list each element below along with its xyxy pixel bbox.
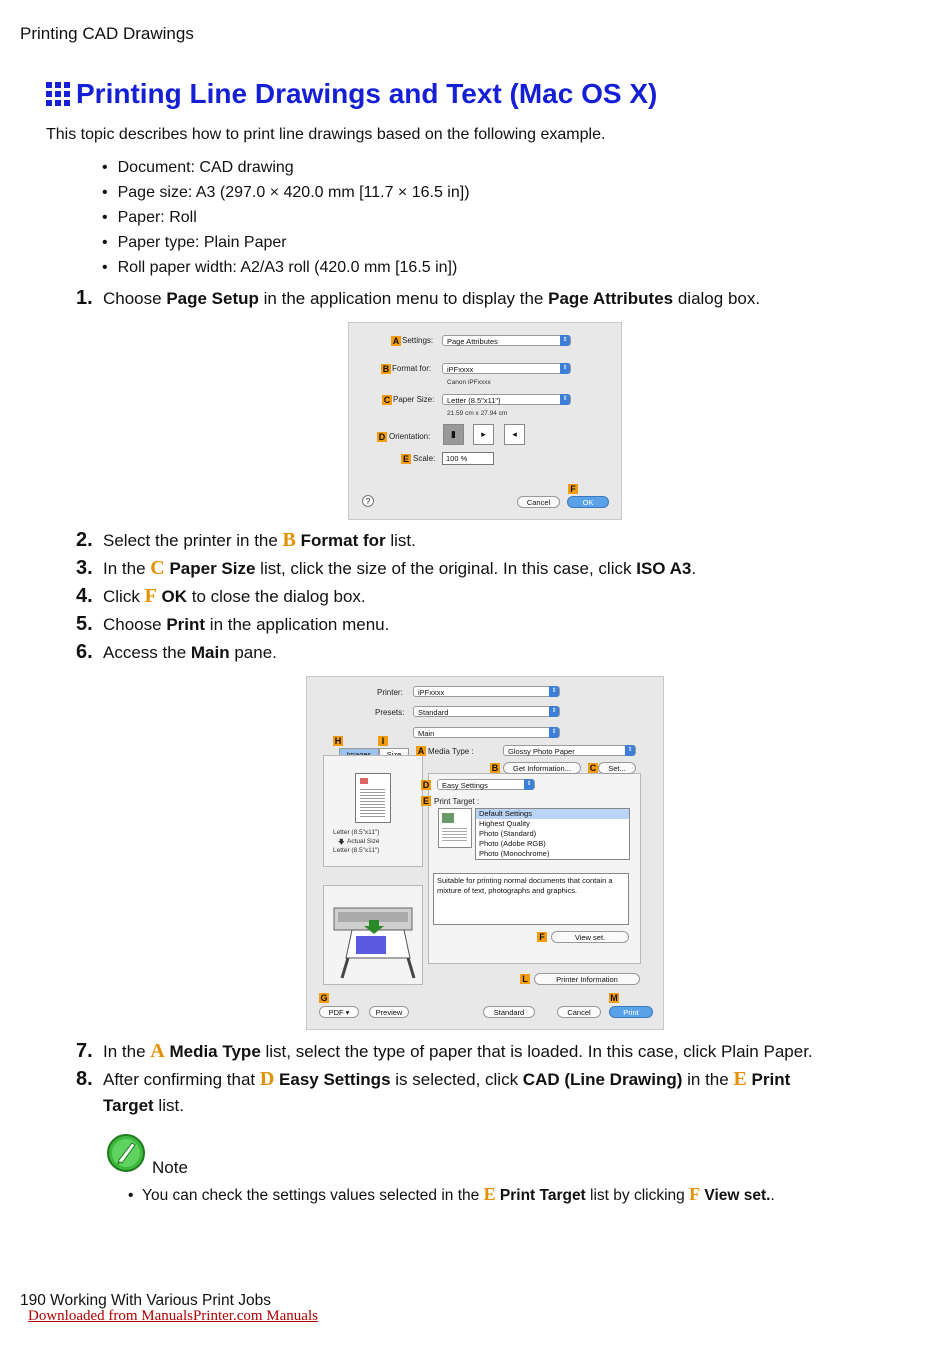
- presets-label: Presets:: [375, 708, 405, 717]
- get-information-button[interactable]: Get Information...: [503, 762, 581, 774]
- running-header: Printing CAD Drawings: [20, 24, 194, 43]
- cancel-button[interactable]: Cancel: [557, 1006, 601, 1018]
- orientation-landscape-icon[interactable]: ▸: [473, 424, 494, 445]
- step-8-continued: Target list.: [103, 1096, 184, 1115]
- orientation-landscape-reverse-icon[interactable]: ◂: [504, 424, 525, 445]
- printer-popup[interactable]: iPFxxxx ⇕: [413, 686, 560, 697]
- list-item[interactable]: Photo (Standard): [479, 829, 537, 838]
- list-item[interactable]: Default Settings: [476, 809, 629, 819]
- settings-label: Settings:: [402, 336, 434, 345]
- print-dialog: [306, 676, 664, 1030]
- paper-info-line: Letter (8.5"x11"): [333, 847, 380, 854]
- list-item[interactable]: Photo (Monochrome): [479, 849, 550, 858]
- standard-button[interactable]: Standard: [483, 1006, 535, 1018]
- description-box: [433, 873, 629, 925]
- printer-information-button[interactable]: Printer Information: [534, 973, 640, 985]
- callout-badge: A: [392, 336, 400, 346]
- list-item: • Page size: A3 (297.0 × 420.0 mm [11.7 × 16.5 in]): [102, 180, 470, 205]
- step-7: 7. In the A Media Type list, select the type of paper that is loaded. In this case, click Plain Paper.: [76, 1040, 813, 1062]
- grid-icon: [46, 82, 70, 106]
- set-button[interactable]: Set...: [598, 762, 636, 774]
- paper-size-subtext: 21.59 cm x 27.94 cm: [447, 410, 508, 417]
- source-link[interactable]: Downloaded from ManualsPrinter.com Manuals: [28, 1308, 318, 1324]
- callout-badge: E: [402, 454, 409, 464]
- arrow-down-icon: 🡇: [338, 839, 345, 846]
- step-1: 1. Choose Page Setup in the application menu to display the Page Attributes dialog box.: [76, 287, 761, 309]
- step-8: 8. After confirming that D Easy Settings is selected, click CAD (Line Drawing) in the E Print: [76, 1068, 791, 1090]
- popup-arrow-icon: ⇕: [549, 686, 559, 697]
- media-type-popup[interactable]: Glossy Photo Paper ⇕: [503, 745, 636, 756]
- note-pencil-icon: [106, 1133, 146, 1173]
- print-button[interactable]: Print: [609, 1006, 653, 1018]
- list-item[interactable]: Highest Quality: [479, 819, 530, 828]
- callout-badge: H: [334, 736, 342, 746]
- printer-illustration-icon: [324, 886, 422, 984]
- scale-label: Scale:: [413, 454, 436, 463]
- step-2: 2. Select the printer in the B Format for list.: [76, 529, 416, 551]
- popup-arrow-icon: ⇕: [549, 727, 559, 738]
- pdf-button[interactable]: PDF ▾: [319, 1006, 359, 1018]
- callout-badge: D: [378, 432, 386, 442]
- list-item[interactable]: Photo (Adobe RGB): [479, 839, 546, 848]
- callout-badge: C: [383, 395, 391, 405]
- presets-popup[interactable]: Standard ⇕: [413, 706, 560, 717]
- popup-arrow-icon: ⇕: [625, 745, 635, 756]
- callout-badge: F: [568, 484, 578, 494]
- format-subtext: Canon iPFxxxx: [447, 379, 491, 386]
- page-title-text: Printing Line Drawings and Text (Mac OS X): [76, 78, 658, 109]
- list-item: • Document: CAD drawing: [102, 155, 470, 180]
- print-target-label: Print Target :: [434, 797, 480, 806]
- callout-badge: C: [589, 763, 597, 773]
- page-attributes-dialog: [348, 322, 622, 520]
- callout-badge: A: [417, 746, 425, 756]
- description-text: Suitable for printing normal documents that contain a mixture of text, photographs and graphics.: [437, 876, 613, 895]
- easy-settings-popup[interactable]: Easy Settings ⇕: [437, 779, 535, 790]
- settings-popup[interactable]: Page Attributes ⇕: [442, 335, 571, 346]
- note-label: Note: [152, 1158, 188, 1177]
- format-for-popup[interactable]: iPFxxxx ⇕: [442, 363, 571, 374]
- paper-info-line: Letter (8.5"x11"): [333, 829, 380, 836]
- step-3: 3. In the C Paper Size list, click the size of the original. In this case, click ISO A3.: [76, 557, 697, 579]
- step-6: 6. Access the Main pane.: [76, 641, 277, 663]
- orientation-portrait-icon[interactable]: ▮: [443, 424, 464, 445]
- pane-popup[interactable]: Main ⇕: [413, 727, 560, 738]
- print-target-list[interactable]: [475, 808, 630, 860]
- paper-size-popup[interactable]: Letter (8.5"x11") ⇕: [442, 394, 571, 405]
- callout-badge: B: [491, 763, 499, 773]
- list-item: • Roll paper width: A2/A3 roll (420.0 mm [16.5 in]): [102, 255, 470, 280]
- intro-text: This topic describes how to print line drawings based on the following example.: [46, 126, 606, 143]
- media-type-label: Media Type :: [428, 747, 474, 756]
- target-preview-icon: [438, 808, 472, 848]
- page-thumbnail: [355, 773, 391, 823]
- callout-badge: M: [610, 993, 618, 1003]
- popup-arrow-icon: ⇕: [560, 394, 570, 405]
- printer-label: Printer:: [377, 688, 403, 697]
- example-list: [102, 155, 470, 280]
- paper-size-label: Paper Size:: [393, 395, 435, 404]
- popup-arrow-icon: ⇕: [560, 335, 570, 346]
- orientation-label: Orientation:: [389, 432, 431, 441]
- page-title: [46, 78, 657, 110]
- callout-badge: G: [320, 993, 328, 1003]
- cancel-button[interactable]: Cancel: [517, 496, 560, 508]
- paper-preview-panel: [323, 755, 423, 867]
- paper-info-line: Actual Size: [347, 838, 380, 845]
- ok-button[interactable]: OK: [567, 496, 609, 508]
- printer-image-panel: [323, 885, 423, 985]
- view-set-button[interactable]: View set.: [551, 931, 629, 943]
- callout-badge: L: [520, 974, 530, 984]
- scale-input[interactable]: 100 %: [442, 452, 494, 465]
- callout-badge: E: [422, 796, 429, 806]
- page-footer: 190 Working With Various Print Jobs: [20, 1292, 271, 1309]
- help-icon[interactable]: ?: [362, 495, 374, 507]
- callout-badge: D: [422, 780, 430, 790]
- callout-badge: I: [378, 736, 388, 746]
- popup-arrow-icon: ⇕: [524, 779, 534, 790]
- popup-arrow-icon: ⇕: [549, 706, 559, 717]
- step-5: 5. Choose Print in the application menu.: [76, 613, 390, 635]
- step-4: 4. Click F OK to close the dialog box.: [76, 585, 366, 607]
- list-item: • Paper: Roll: [102, 205, 470, 230]
- popup-arrow-icon: ⇕: [560, 363, 570, 374]
- preview-button[interactable]: Preview: [369, 1006, 409, 1018]
- callout-badge: F: [537, 932, 547, 942]
- note-text: • You can check the settings values selected in the E Print Target list by clicking F View set..: [128, 1184, 775, 1204]
- format-for-label: Format for:: [392, 364, 432, 373]
- list-item: • Paper type: Plain Paper: [102, 230, 470, 255]
- callout-badge: B: [382, 364, 390, 374]
